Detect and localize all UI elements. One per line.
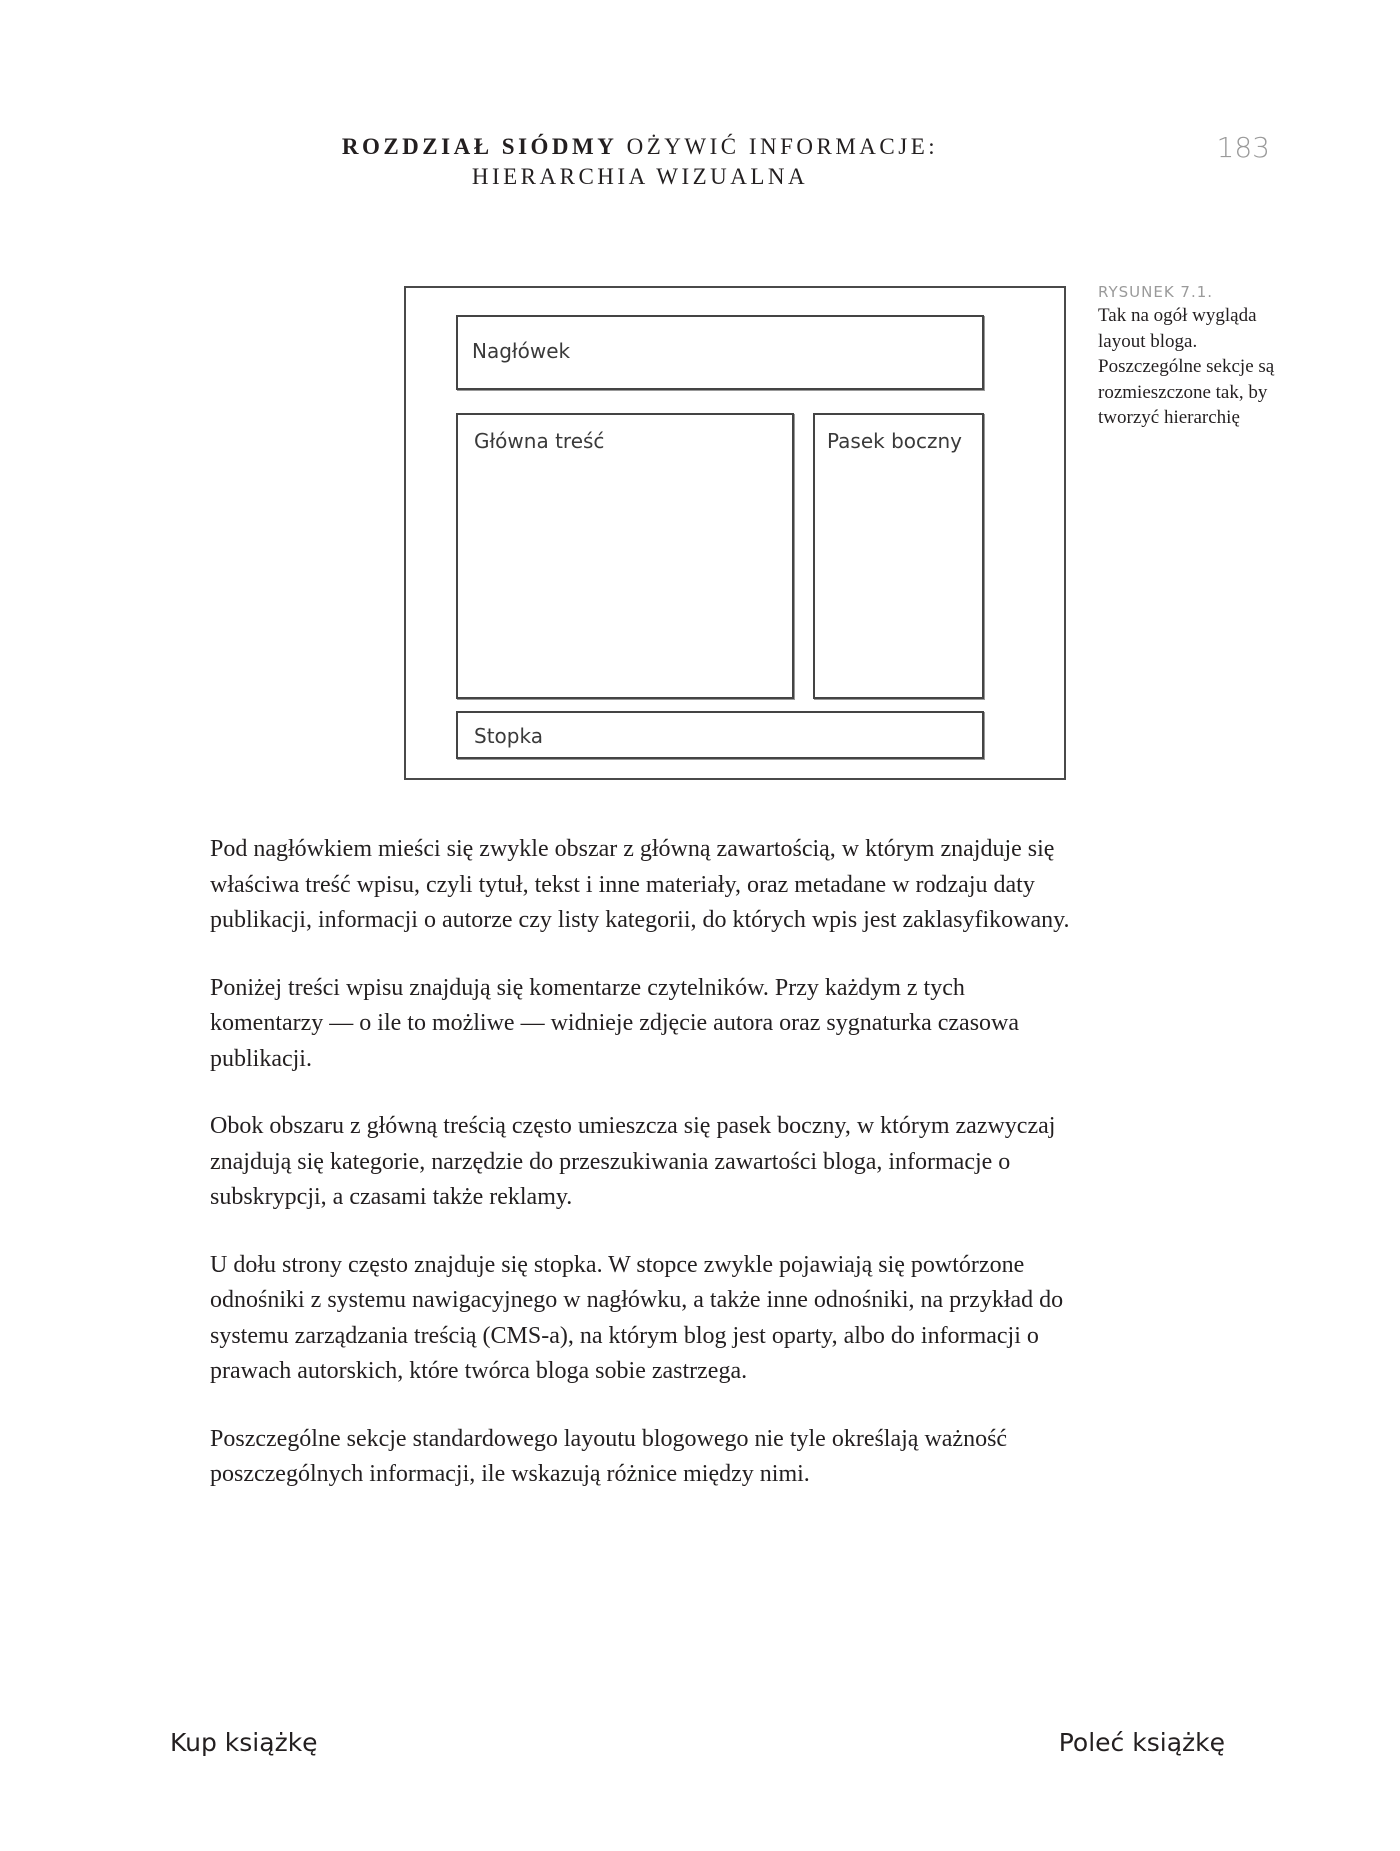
figure-caption: [1098, 281, 1278, 431]
figure-sidebar-box: [813, 413, 984, 699]
figure-header-label: Nagłówek: [472, 339, 571, 363]
chapter-title-line1: OŻYWIĆ INFORMACJE:: [626, 134, 939, 159]
figure-caption-label: RYSUNEK 7.1.: [1098, 283, 1214, 301]
figure-main-box: [456, 413, 794, 699]
paragraph: Pod nagłówkiem mieści się zwykle obszar z główną zawartością, w którym znajduje się właściwa treść wpisu, czyli tytuł, tekst i inne materiały, oraz metadane w rodzaju daty publikacji, informacji o autorze czy listy kategorii, do których wpis jest zaklasyfikowany.: [210, 836, 1070, 933]
page-number: 183: [1216, 131, 1270, 164]
figure-footer-label: Stopka: [474, 724, 543, 748]
paragraph: Obok obszaru z główną treścią często umieszcza się pasek boczny, w którym zazwyczaj znajdują się kategorie, narzędzie do przeszukiwania zawartości bloga, informacje o subskrypcji, a czasami także reklamy.: [210, 1113, 1056, 1210]
figure-sidebar-label: Pasek boczny: [827, 429, 963, 453]
chapter-header-line1: [0, 132, 1280, 162]
paragraph: Poszczególne sekcje standardowego layoutu blogowego nie tyle określają ważność poszczególnych informacji, ile wskazują różnice między nimi.: [210, 1425, 1008, 1487]
body-text: [210, 832, 1080, 1525]
recommend-book-link[interactable]: Poleć książkę: [1058, 1728, 1225, 1757]
paragraph: U dołu strony często znajduje się stopka. W stopce zwykle pojawiają się powtórzone odnośniki z systemu nawigacyjnego w nagłówku, a także inne odnośniki, na przykład do systemu zarządzania treścią (CMS-a), na którym blog jest oparty, albo do informacji o prawach autorskich, które twórca bloga sobie zastrzega.: [210, 1251, 1064, 1384]
blog-layout-figure: [404, 286, 1066, 780]
chapter-header: [0, 132, 1280, 192]
figure-caption-text: Tak na ogół wygląda layout bloga. Poszczególne sekcje są rozmieszczone tak, by tworzyć hierarchię: [1098, 305, 1275, 428]
figure-footer-box: [456, 711, 984, 759]
paragraph: Poniżej treści wpisu znajdują się komentarze czytelników. Przy każdym z tych komentarzy — o ile to możliwe — widnieje zdjęcie autora oraz sygnaturka czasowa publikacji.: [210, 974, 1020, 1072]
buy-book-link[interactable]: Kup książkę: [170, 1728, 318, 1757]
chapter-number: ROZDZIAŁ SIÓDMY: [341, 134, 618, 159]
figure-main-label: Główna treść: [474, 429, 605, 453]
figure-header-box: [456, 315, 984, 390]
chapter-title-line2: HIERARCHIA WIZUALNA: [471, 164, 809, 189]
